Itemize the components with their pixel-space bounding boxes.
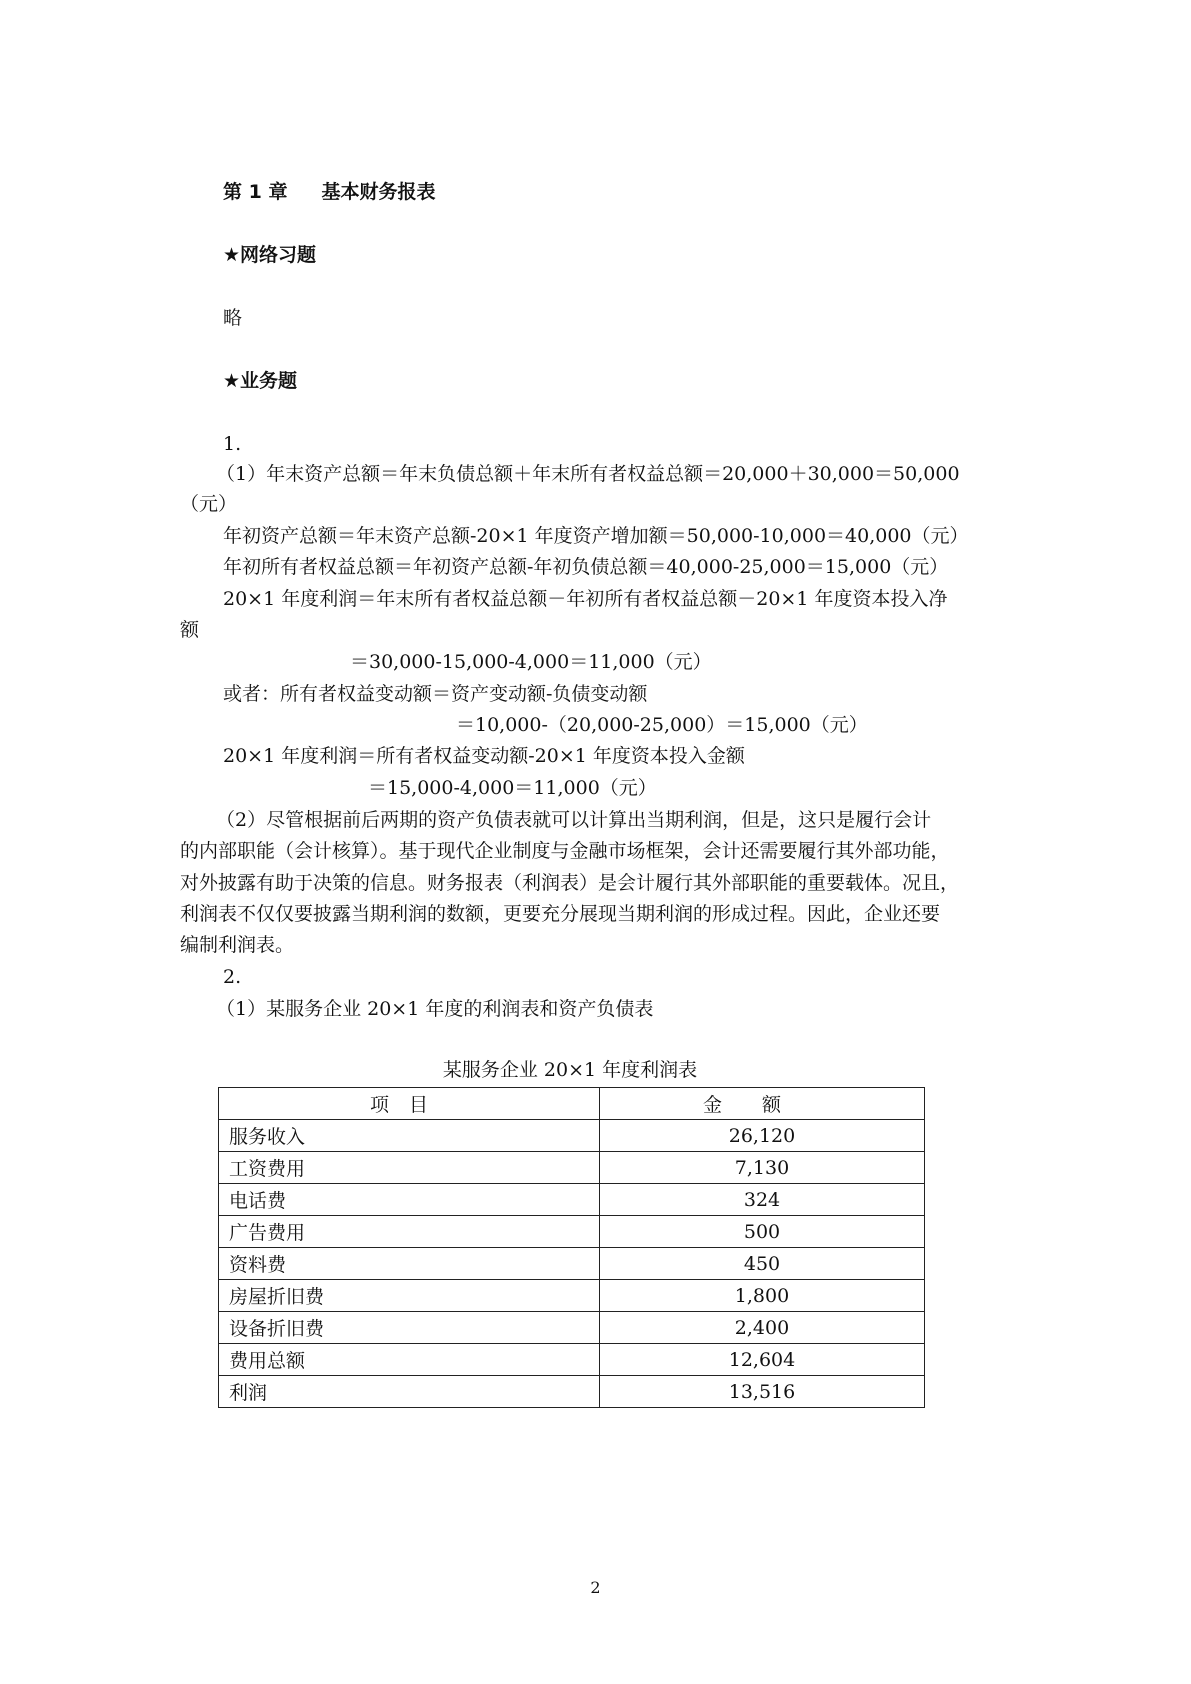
paragraph-line: ＝15,000-4,000＝11,000（元） bbox=[368, 777, 657, 799]
row-amount: 1,800 bbox=[600, 1280, 925, 1312]
row-amount: 7,130 bbox=[600, 1152, 925, 1184]
header-item: 项目 bbox=[219, 1088, 600, 1120]
row-amount: 13,516 bbox=[600, 1376, 925, 1408]
table-row bbox=[219, 1216, 925, 1248]
paragraph-line: （1）年末资产总额＝年末负债总额＋年末所有者权益总额＝20,000＋30,000＝50,000 bbox=[216, 463, 960, 485]
row-item: 工资费用 bbox=[219, 1152, 600, 1184]
row-item: 费用总额 bbox=[219, 1344, 600, 1376]
table-row bbox=[219, 1248, 925, 1280]
header-amount: 金额 bbox=[600, 1088, 925, 1120]
chapter-title: 基本财务报表 bbox=[321, 181, 436, 203]
row-amount: 324 bbox=[600, 1184, 925, 1216]
page-number: 2 bbox=[590, 1578, 601, 1597]
row-amount: 450 bbox=[600, 1248, 925, 1280]
paragraph-line: 的内部职能（会计核算）。基于现代企业制度与金融市场框架，会计还需要履行其外部功能， bbox=[180, 840, 950, 862]
paragraph-line: 编制利润表。 bbox=[180, 934, 295, 956]
row-item: 设备折旧费 bbox=[219, 1312, 600, 1344]
table-row bbox=[219, 1152, 925, 1184]
row-item: 房屋折旧费 bbox=[219, 1280, 600, 1312]
exercise-number-1: 1. bbox=[223, 433, 242, 455]
paragraph-line: 20×1 年度利润＝年末所有者权益总额－年初所有者权益总额－20×1 年度资本投入净 bbox=[223, 588, 948, 610]
chapter-number: 第 1 章 bbox=[223, 181, 288, 203]
row-amount: 2,400 bbox=[600, 1312, 925, 1344]
row-item: 电话费 bbox=[219, 1184, 600, 1216]
online-exercises-content: 略 bbox=[223, 307, 243, 329]
paragraph-line: 额 bbox=[180, 619, 200, 641]
online-exercises-heading: ★网络习题 bbox=[223, 244, 317, 266]
paragraph-line: （1）某服务企业 20×1 年度的利润表和资产负债表 bbox=[216, 998, 654, 1020]
table-row bbox=[219, 1120, 925, 1152]
exercise-number-2: 2. bbox=[223, 966, 242, 988]
row-amount: 500 bbox=[600, 1216, 925, 1248]
table-row bbox=[219, 1280, 925, 1312]
paragraph-line: 年初资产总额＝年末资产总额-20×1 年度资产增加额＝50,000-10,000＝40,000（元） bbox=[223, 525, 969, 547]
paragraph-line: 或者：所有者权益变动额＝资产变动额-负债变动额 bbox=[223, 683, 648, 705]
paragraph-line: 利润表不仅仅要披露当期利润的数额，更要充分展现当期利润的形成过程。因此，企业还要 bbox=[180, 903, 941, 925]
paragraph-line: ＝10,000-（20,000-25,000）＝15,000（元） bbox=[456, 714, 868, 736]
income-statement-title: 某服务企业 20×1 年度利润表 bbox=[442, 1059, 698, 1081]
row-item: 资料费 bbox=[219, 1248, 600, 1280]
paragraph-line: 对外披露有助于决策的信息。财务报表（利润表）是会计履行其外部职能的重要载体。况且， bbox=[180, 872, 960, 894]
row-item: 广告费用 bbox=[219, 1216, 600, 1248]
table-row bbox=[219, 1376, 925, 1408]
paragraph-line: 20×1 年度利润＝所有者权益变动额-20×1 年度资本投入金额 bbox=[223, 745, 745, 767]
row-item: 服务收入 bbox=[219, 1120, 600, 1152]
table-row bbox=[219, 1312, 925, 1344]
business-exercises-heading: ★业务题 bbox=[223, 370, 298, 392]
table-row bbox=[219, 1344, 925, 1376]
row-item: 利润 bbox=[219, 1376, 600, 1408]
table-row bbox=[219, 1184, 925, 1216]
row-amount: 12,604 bbox=[600, 1344, 925, 1376]
paragraph-line: （2）尽管根据前后两期的资产负债表就可以计算出当期利润，但是，这只是履行会计 bbox=[216, 809, 932, 831]
paragraph-line: 年初所有者权益总额＝年初资产总额-年初负债总额＝40,000-25,000＝15,000（元） bbox=[223, 556, 949, 578]
row-amount: 26,120 bbox=[600, 1120, 925, 1152]
paragraph-line: ＝30,000-15,000-4,000＝11,000（元） bbox=[350, 651, 712, 673]
chapter-heading bbox=[223, 180, 435, 204]
income-statement-table bbox=[218, 1087, 925, 1408]
paragraph-line: （元） bbox=[180, 493, 238, 515]
table-header-row bbox=[219, 1088, 925, 1120]
